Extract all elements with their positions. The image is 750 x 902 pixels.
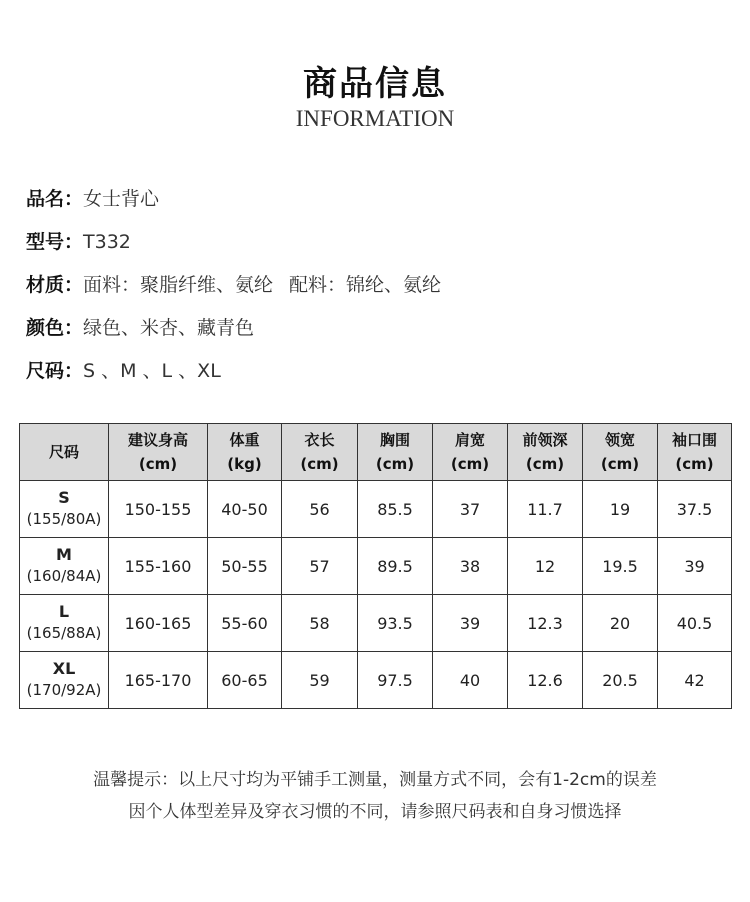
table-cell: 42	[658, 652, 732, 709]
table-cell: 40-50	[208, 481, 282, 538]
size-cell: L (165/88A)	[20, 595, 109, 652]
header-cell: 领宽 (cm)	[583, 424, 658, 481]
table-row	[20, 652, 732, 709]
table-cell: 39	[433, 595, 508, 652]
table-cell: 40	[433, 652, 508, 709]
note-line-2: 因个人体型差异及穿衣习惯的不同，请参照尺码表和自身习惯选择	[128, 802, 622, 822]
info-value-size: S 、M 、L 、XL	[83, 360, 221, 382]
table-cell: 57	[282, 538, 358, 595]
size-cell: S (155/80A)	[20, 481, 109, 538]
table-cell: 165-170	[109, 652, 208, 709]
header-cell: 体重 (kg)	[208, 424, 282, 481]
table-cell: 155-160	[109, 538, 208, 595]
header-cell: 袖口围 (cm)	[658, 424, 732, 481]
header-cell: 衣长 (cm)	[282, 424, 358, 481]
header-cell: 建议身高 (cm)	[109, 424, 208, 481]
table-cell: 58	[282, 595, 358, 652]
table-header-row	[20, 424, 732, 481]
table-cell: 37.5	[658, 481, 732, 538]
size-cell: M (160/84A)	[20, 538, 109, 595]
size-chart-table	[19, 423, 732, 709]
table-row	[20, 595, 732, 652]
info-label-color: 颜色：	[26, 317, 84, 339]
header-cell: 前领深 (cm)	[508, 424, 583, 481]
info-row-name	[26, 183, 441, 226]
table-cell: 37	[433, 481, 508, 538]
table-cell: 20	[583, 595, 658, 652]
note-line-1: 温馨提示：以上尺寸均为平铺手工测量，测量方式不同，会有1-2cm的误差	[93, 770, 657, 790]
info-value-fabric: 面料：聚脂纤维、氨纶	[83, 274, 274, 296]
info-label-name: 品名：	[26, 188, 84, 210]
table-cell: 150-155	[109, 481, 208, 538]
table-cell: 89.5	[358, 538, 433, 595]
info-row-model	[26, 226, 441, 269]
table-cell: 20.5	[583, 652, 658, 709]
table-cell: 19.5	[583, 538, 658, 595]
table-row	[20, 538, 732, 595]
info-label-model: 型号：	[26, 231, 84, 253]
product-info	[26, 183, 441, 398]
info-value-model: T332	[83, 231, 131, 253]
table-cell: 39	[658, 538, 732, 595]
table-cell: 38	[433, 538, 508, 595]
table-cell: 19	[583, 481, 658, 538]
info-label-size: 尺码：	[26, 360, 84, 382]
table-cell: 97.5	[358, 652, 433, 709]
header-cell: 肩宽 (cm)	[433, 424, 508, 481]
info-row-color	[26, 312, 441, 355]
notes	[0, 764, 750, 828]
table-cell: 11.7	[508, 481, 583, 538]
table-row	[20, 481, 732, 538]
table-cell: 93.5	[358, 595, 433, 652]
table-cell: 12.6	[508, 652, 583, 709]
info-value-color: 绿色、米杏、藏青色	[83, 317, 255, 339]
table-cell: 12.3	[508, 595, 583, 652]
info-row-material	[26, 269, 441, 312]
page-title: 商品信息	[303, 64, 447, 104]
page-subtitle: INFORMATION	[295, 106, 455, 131]
table-cell: 60-65	[208, 652, 282, 709]
info-value-lining: 配料：锦纶、氨纶	[289, 274, 442, 296]
info-row-size	[26, 355, 441, 398]
table-cell: 56	[282, 481, 358, 538]
table-cell: 12	[508, 538, 583, 595]
info-value-name: 女士背心	[83, 188, 160, 210]
info-label-material: 材质：	[26, 274, 84, 296]
table-cell: 59	[282, 652, 358, 709]
table-cell: 55-60	[208, 595, 282, 652]
table-cell: 40.5	[658, 595, 732, 652]
table-cell: 160-165	[109, 595, 208, 652]
table-cell: 85.5	[358, 481, 433, 538]
header-cell: 胸围 (cm)	[358, 424, 433, 481]
size-cell: XL (170/92A)	[20, 652, 109, 709]
header-cell: 尺码	[20, 424, 109, 481]
table-cell: 50-55	[208, 538, 282, 595]
